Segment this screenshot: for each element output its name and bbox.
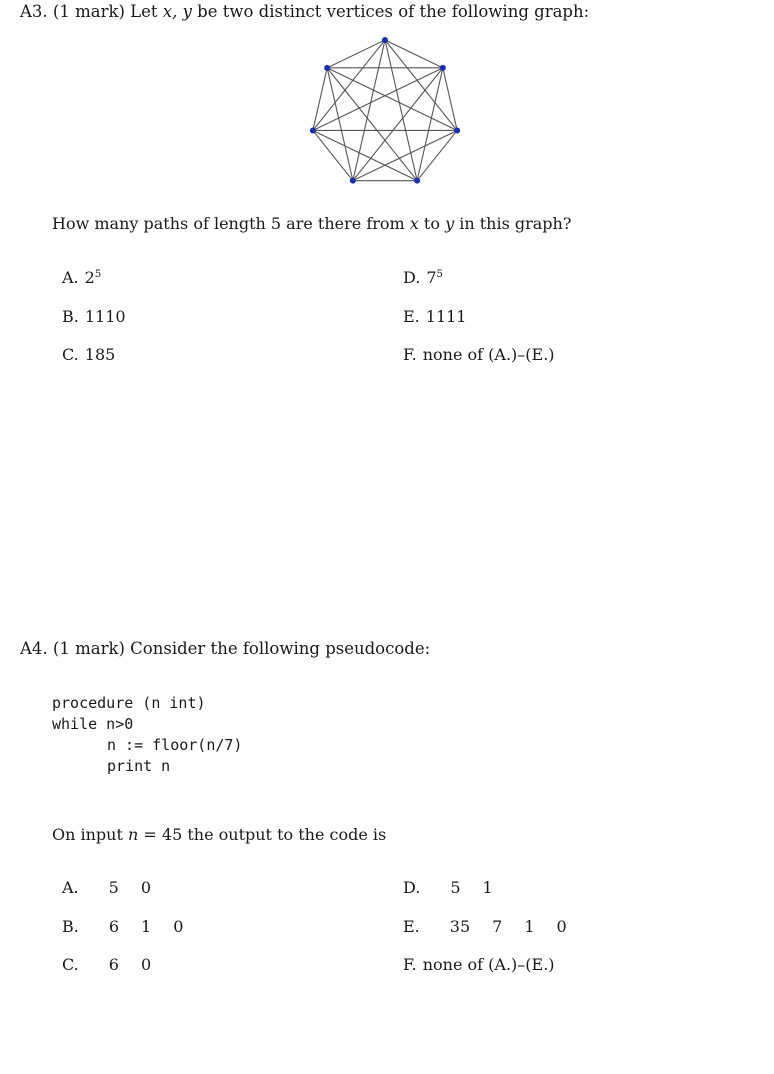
option-value: 6	[108, 955, 119, 974]
code-line-4: print n	[107, 757, 171, 775]
graph-vertex	[440, 65, 446, 71]
option-text: 1111	[425, 307, 467, 326]
option-label: E.	[403, 307, 420, 326]
q3-question-post: in this graph?	[459, 214, 572, 233]
option-value: 1	[524, 917, 535, 936]
q4-input-var: n	[128, 825, 139, 844]
graph-edge	[353, 40, 385, 181]
q4-question	[52, 825, 386, 844]
q3-option-a[interactable]	[62, 268, 101, 287]
option-label: E.	[403, 917, 420, 936]
q3-var-y: y	[445, 214, 455, 233]
q3-marks: (1 mark)	[52, 2, 125, 21]
q4-option-a[interactable]	[62, 878, 173, 897]
graph-vertex	[350, 178, 356, 184]
q3-intro-post: be two distinct vertices of the following graph:	[197, 2, 590, 21]
graph-vertex	[324, 65, 330, 71]
q4-option-c[interactable]	[62, 955, 173, 974]
q4-option-e[interactable]	[403, 917, 589, 936]
graph-edge	[353, 68, 443, 181]
option-value: 1	[482, 878, 493, 897]
graph-edge	[327, 68, 457, 131]
option-text: none of (A.)–(E.)	[422, 955, 555, 974]
q3-vars: x, y	[162, 2, 192, 21]
option-base: 2	[84, 268, 95, 287]
q3-option-f[interactable]	[403, 345, 555, 364]
q3-option-b[interactable]	[62, 307, 126, 326]
q4-option-b[interactable]	[62, 917, 205, 936]
option-exponent: 5	[94, 269, 102, 280]
graph-edge	[353, 130, 457, 180]
q3-option-c[interactable]	[62, 345, 115, 364]
q4-input-pre: On input	[52, 825, 123, 844]
option-label: D.	[403, 878, 421, 897]
q4-heading	[20, 639, 430, 658]
option-base: 7	[426, 268, 437, 287]
option-value: 0	[140, 878, 152, 897]
graph-vertex	[414, 178, 420, 184]
option-exponent: 5	[436, 269, 443, 280]
code-line-1: procedure (n int)	[52, 694, 206, 712]
option-label: A.	[62, 268, 79, 287]
q3-var-x: x	[409, 214, 419, 233]
q3-number: A3.	[20, 2, 48, 21]
option-value: 7	[492, 917, 503, 936]
graph-vertex	[310, 127, 316, 133]
option-value: 5	[450, 878, 461, 897]
q3-question-mid: to	[423, 214, 440, 233]
q3-intro-pre: Let	[130, 2, 158, 21]
complete-graph-k7	[304, 34, 466, 190]
option-value: 0	[556, 917, 567, 936]
q4-number: A4.	[20, 639, 48, 658]
option-text: 185	[84, 345, 116, 364]
q4-marks: (1 mark)	[52, 639, 125, 658]
option-label: C.	[62, 955, 79, 974]
option-value: 1	[141, 917, 152, 936]
q4-option-f[interactable]	[403, 955, 555, 974]
option-label: A.	[62, 878, 79, 897]
q3-option-d[interactable]	[403, 268, 443, 287]
q4-option-d[interactable]	[403, 878, 515, 897]
graph-edge	[313, 68, 443, 131]
graph-vertex	[382, 37, 388, 43]
graph-edge	[313, 130, 417, 180]
graph-edge	[385, 40, 417, 181]
graph-edge	[327, 40, 385, 68]
option-label: B.	[62, 307, 79, 326]
option-value: 6	[108, 917, 120, 936]
code-line-2: while n>0	[52, 715, 134, 733]
q3-heading	[20, 2, 589, 21]
option-value: 35	[449, 917, 471, 936]
graph-vertex	[454, 127, 460, 133]
q3-question	[52, 214, 571, 233]
code-line-3: n := floor(n/7)	[107, 736, 243, 754]
option-value: 0	[140, 955, 152, 974]
option-text: 1110	[84, 307, 126, 326]
option-label: D.	[403, 268, 421, 287]
option-value: 5	[108, 878, 119, 897]
option-label: C.	[62, 345, 79, 364]
option-label: B.	[62, 917, 79, 936]
option-label: F.	[403, 345, 417, 364]
q4-intro: Consider the following pseudocode:	[130, 639, 431, 658]
q3-question-pre: How many paths of length 5 are there from	[52, 214, 405, 233]
option-text: none of (A.)–(E.)	[422, 345, 555, 364]
graph-edge	[327, 68, 417, 181]
option-value: 0	[173, 917, 184, 936]
q4-input-eq: = 45 the output to the code is	[143, 825, 387, 844]
q3-option-e[interactable]	[403, 307, 466, 326]
graph-edge	[385, 40, 443, 68]
option-label: F.	[403, 955, 417, 974]
